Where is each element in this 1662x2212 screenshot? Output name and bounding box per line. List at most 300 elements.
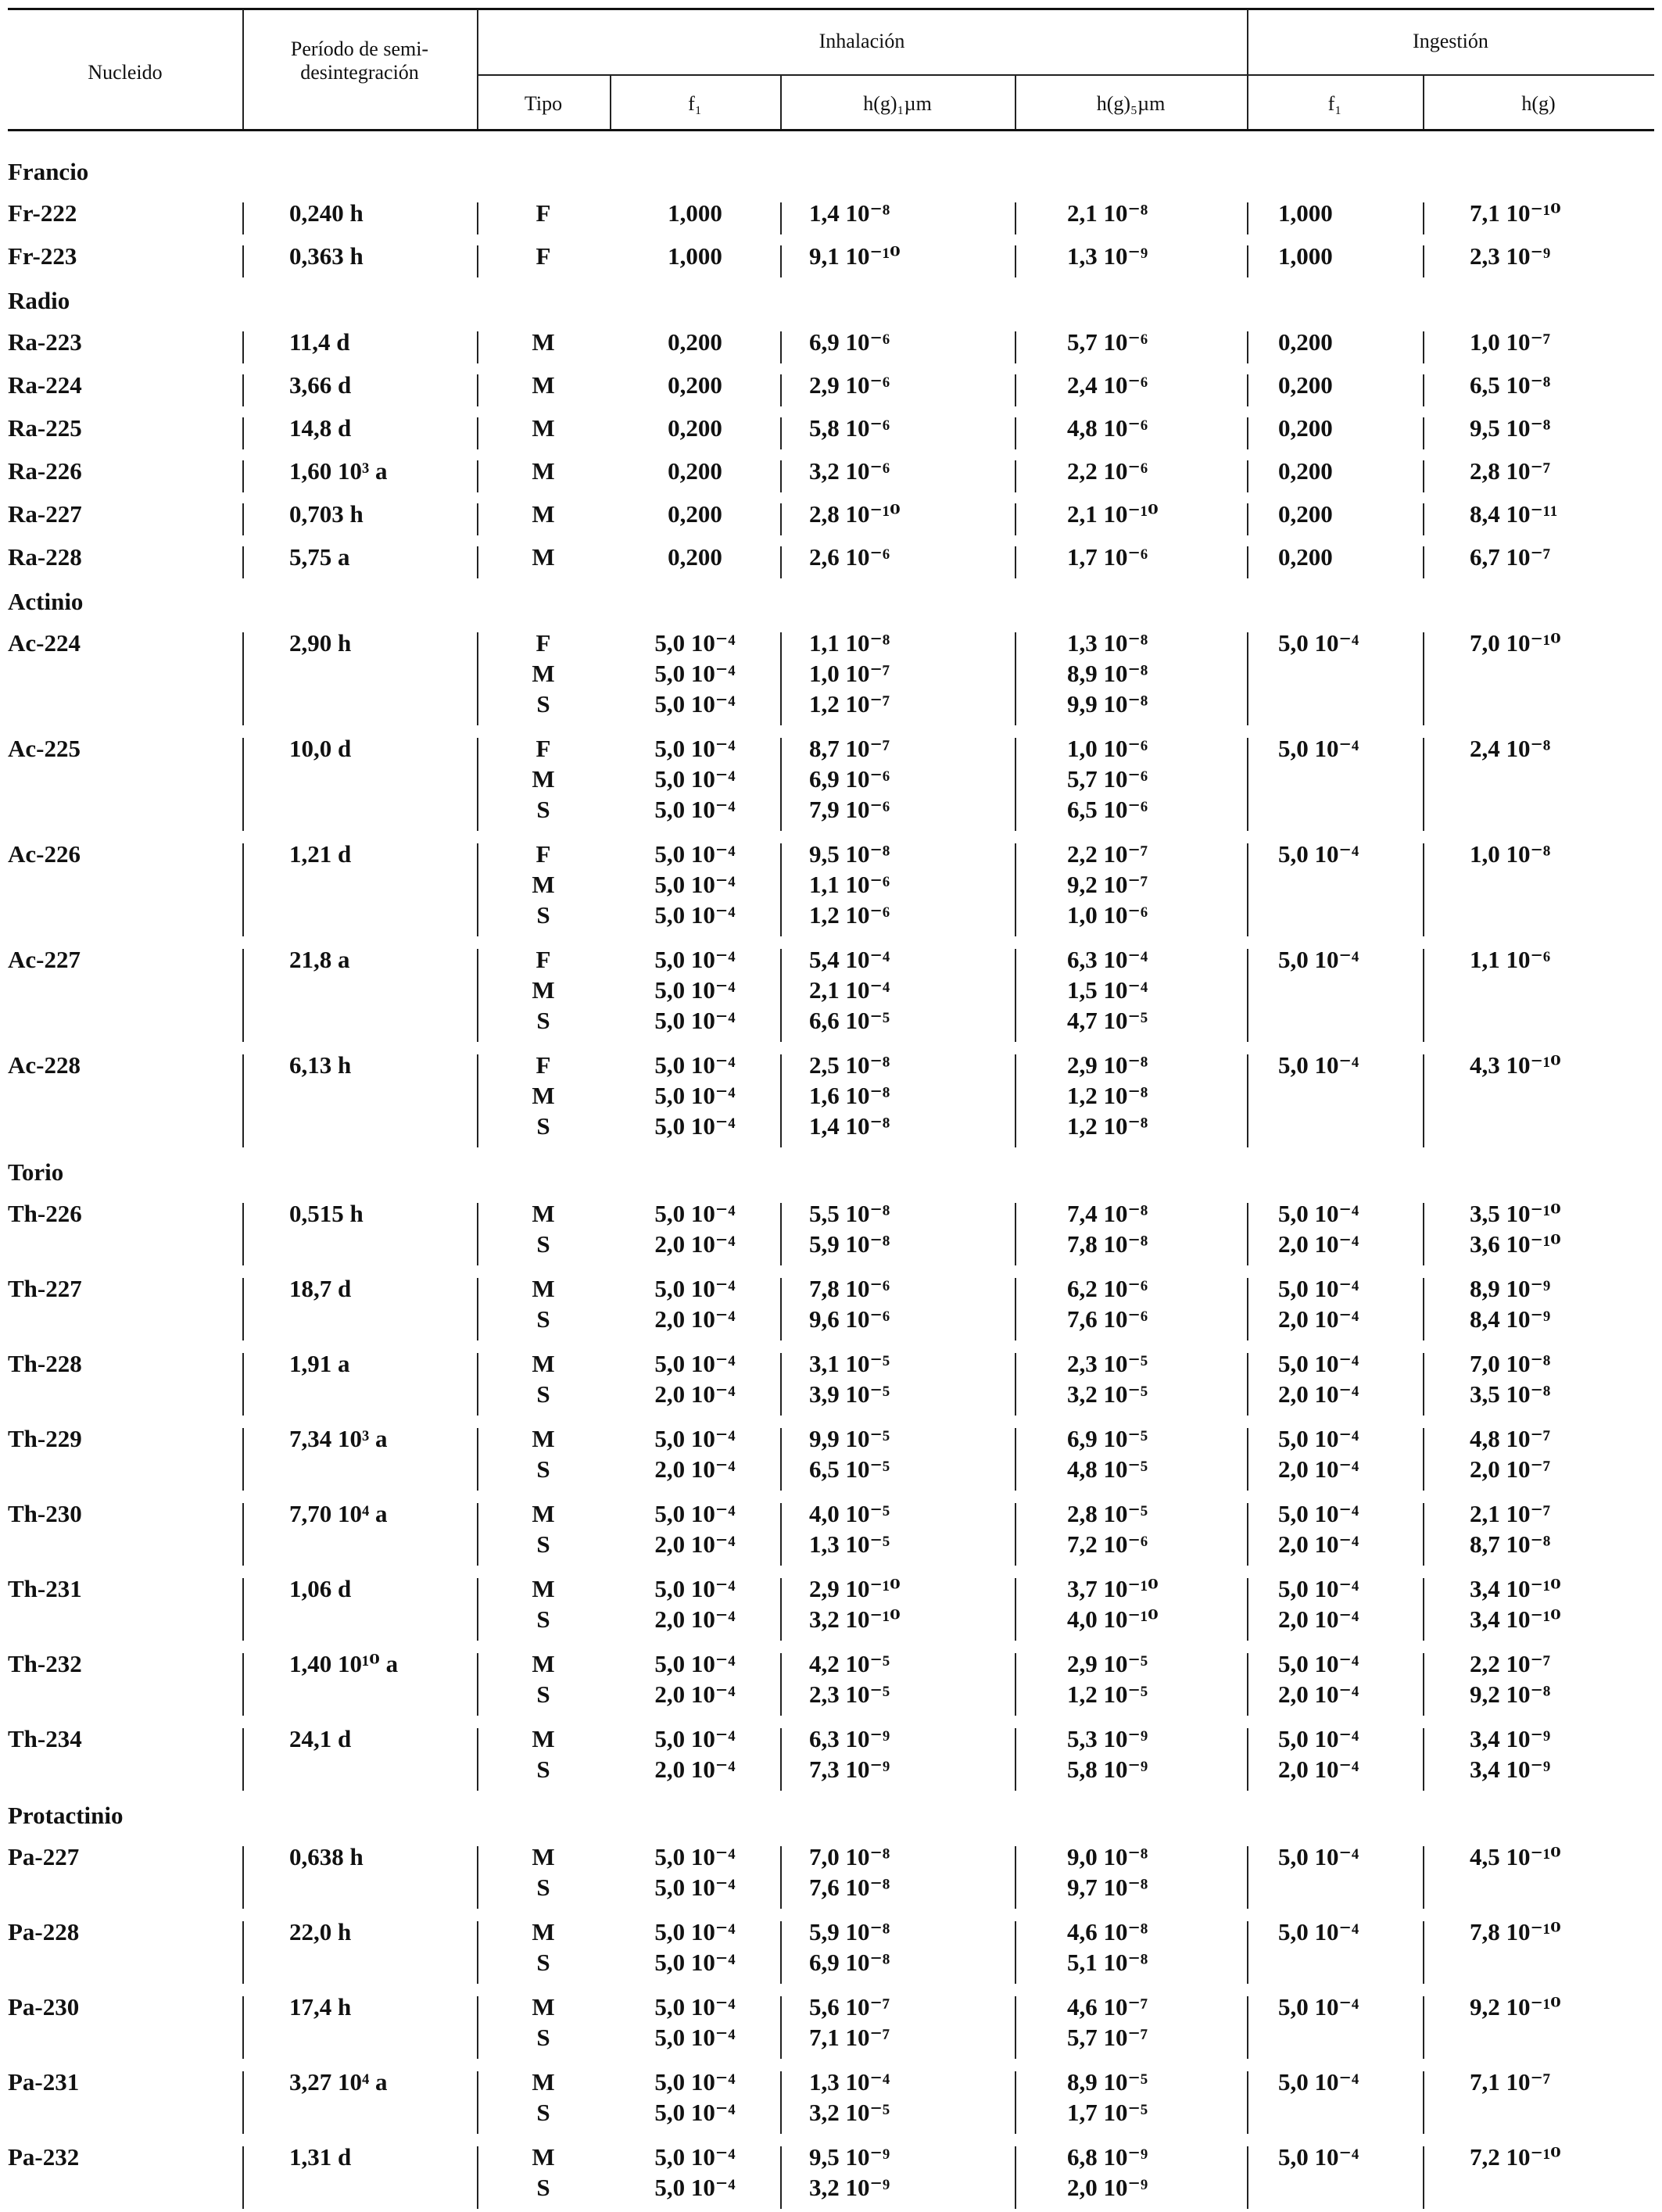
- cell-value: 6,3 10⁻⁹: [809, 1725, 890, 1752]
- column-separator: [1015, 1278, 1016, 1340]
- nuclide-cell: Ac-226: [8, 840, 81, 868]
- cell-value: 2,0 10⁻⁴: [654, 1530, 736, 1558]
- cell-value: 8,4 10⁻¹¹: [1470, 500, 1558, 528]
- table-body: [0, 150, 1662, 2212]
- header-f1-inhalation: f₁: [688, 92, 702, 115]
- dose-1um-cell: [809, 1050, 890, 1141]
- column-separator: [242, 1203, 244, 1265]
- absorption-type-cell: [477, 1842, 610, 1902]
- f1-inhalation-cell: [611, 1842, 779, 1902]
- f1-inhalation-cell: [611, 839, 779, 930]
- column-separator: [780, 843, 782, 936]
- column-separator: [1015, 202, 1016, 234]
- column-separator: [1015, 1503, 1016, 1566]
- dose-5um-cell: [1067, 456, 1148, 486]
- cell-value: 8,7 10⁻⁸: [1470, 1530, 1551, 1558]
- column-separator: [242, 1846, 244, 1909]
- f1-ingestion-cell: [1278, 944, 1359, 975]
- f1-ingestion-cell: [1278, 1917, 1359, 1947]
- cell-value: 5,0 10⁻⁴: [654, 1500, 736, 1527]
- f1-ingestion-cell: [1278, 1992, 1359, 2022]
- half-life-cell: 0,363 h: [289, 242, 364, 270]
- half-life-cell: 0,703 h: [289, 500, 364, 528]
- cell-value: 1,0 10⁻⁷: [1470, 328, 1551, 356]
- table-row: [0, 1987, 1662, 2062]
- table-row: [0, 1344, 1662, 1419]
- dose-5um-cell: [1067, 1648, 1148, 1709]
- f1-ingestion-cell: [1278, 413, 1333, 443]
- column-separator: [242, 374, 244, 406]
- cell-value: M: [532, 1500, 555, 1527]
- cell-value: 5,0 10⁻⁴: [654, 1918, 736, 1945]
- cell-value: 5,0 10⁻⁴: [654, 1425, 736, 1452]
- cell-value: 7,6 10⁻⁶: [1067, 1305, 1148, 1333]
- cell-value: 5,0 10⁻⁴: [1278, 735, 1359, 762]
- column-separator: [242, 949, 244, 1042]
- cell-value: 3,2 10⁻⁹: [809, 2174, 890, 2201]
- cell-value: 5,8 10⁻⁶: [809, 414, 890, 442]
- cell-value: M: [532, 543, 555, 571]
- cell-value: M: [532, 1725, 555, 1752]
- cell-value: 5,0 10⁻⁴: [1278, 2143, 1359, 2171]
- column-separator: [242, 1054, 244, 1147]
- dose-ingestion-cell: [1470, 1498, 1550, 1559]
- dose-ingestion-cell: [1470, 241, 1550, 271]
- cell-value: 1,1 10⁻⁸: [809, 629, 890, 657]
- cell-value: 2,8 10⁻¹⁰: [809, 500, 901, 528]
- f1-ingestion-cell: [1278, 1348, 1359, 1409]
- cell-value: 4,0 10⁻¹⁰: [1067, 1605, 1159, 1633]
- dose-ingestion-cell: [1470, 1648, 1550, 1709]
- column-separator: [1423, 1203, 1424, 1265]
- dose-5um-cell: [1067, 1348, 1148, 1409]
- cell-value: 0,200: [668, 457, 722, 485]
- cell-value: 5,0 10⁻⁴: [1278, 1350, 1359, 1377]
- header-tipo: Tipo: [524, 92, 563, 115]
- cell-value: 4,2 10⁻⁵: [809, 1650, 890, 1677]
- column-separator: [242, 1278, 244, 1340]
- half-life-cell: 11,4 d: [289, 328, 350, 356]
- absorption-type-cell: [477, 1498, 610, 1559]
- cell-value: 0,200: [668, 543, 722, 571]
- column-separator: [242, 546, 244, 578]
- cell-value: 6,7 10⁻⁷: [1470, 543, 1551, 571]
- f1-ingestion-cell: [1278, 241, 1333, 271]
- column-separator: [780, 1054, 782, 1147]
- cell-value: 9,7 10⁻⁸: [1067, 1874, 1148, 1901]
- cell-value: 3,5 10⁻⁸: [1470, 1380, 1551, 1408]
- cell-value: 1,000: [1278, 242, 1333, 270]
- cell-value: M: [532, 414, 555, 442]
- header-periodo: Período de semi-desintegración: [290, 38, 429, 84]
- dose-ingestion-cell: [1470, 2067, 1550, 2097]
- cell-value: S: [536, 1380, 550, 1408]
- cell-value: 1,2 10⁻⁶: [809, 901, 890, 929]
- cell-value: 2,2 10⁻⁷: [1067, 840, 1148, 868]
- cell-value: 5,0 10⁻⁴: [1278, 1918, 1359, 1945]
- header-nucleido: Nucleido: [88, 61, 163, 84]
- cell-value: 9,2 10⁻⁷: [1067, 871, 1148, 898]
- column-separator: [1247, 2071, 1248, 2134]
- cell-value: 1,2 10⁻⁷: [809, 690, 890, 718]
- nuclide-cell: Ra-225: [8, 414, 82, 442]
- dose-5um-cell: [1067, 1917, 1148, 1978]
- cell-value: M: [532, 2068, 555, 2096]
- f1-ingestion-cell: [1278, 1198, 1359, 1259]
- cell-value: 2,3 10⁻⁵: [809, 1680, 890, 1708]
- column-separator: [1015, 503, 1016, 535]
- f1-inhalation-cell: [611, 241, 779, 271]
- column-separator: [780, 632, 782, 725]
- cell-value: 2,0 10⁻⁹: [1067, 2174, 1148, 2201]
- cell-value: 1,0 10⁻⁶: [1067, 735, 1148, 762]
- cell-value: 1,7 10⁻⁶: [1067, 543, 1148, 571]
- cell-value: 5,0 10⁻⁴: [1278, 1200, 1359, 1227]
- cell-value: 2,2 10⁻⁷: [1470, 1650, 1551, 1677]
- column-separator: [780, 1846, 782, 1909]
- cell-value: 8,7 10⁻⁷: [809, 735, 890, 762]
- dose-1um-cell: [809, 327, 890, 357]
- half-life-cell: 0,240 h: [289, 199, 364, 227]
- cell-value: 5,0 10⁻⁴: [654, 946, 736, 973]
- cell-value: M: [532, 1650, 555, 1677]
- cell-value: 1,1 10⁻⁶: [1470, 946, 1551, 973]
- dose-5um-cell: [1067, 1198, 1148, 1259]
- cell-value: 2,0 10⁻⁴: [1278, 1605, 1359, 1633]
- cell-value: 2,3 10⁻⁹: [1470, 242, 1551, 270]
- column-separator: [1015, 1728, 1016, 1791]
- cell-value: 7,0 10⁻⁸: [809, 1843, 890, 1870]
- cell-value: F: [535, 199, 551, 227]
- dose-5um-cell: [1067, 1273, 1148, 1334]
- f1-ingestion-cell: [1278, 198, 1333, 228]
- cell-value: 2,0 10⁻⁴: [654, 1230, 736, 1258]
- column-separator: [1423, 1728, 1424, 1791]
- cell-value: 9,5 10⁻⁹: [809, 2143, 890, 2171]
- cell-value: 3,2 10⁻⁵: [809, 2099, 890, 2126]
- nuclide-cell: Pa-232: [8, 2143, 80, 2171]
- cell-value: 2,0 10⁻⁴: [1278, 1305, 1359, 1333]
- table-row: [0, 365, 1662, 408]
- absorption-type-cell: [477, 944, 610, 1036]
- dose-5um-cell: [1067, 1723, 1148, 1784]
- table-row: [0, 1837, 1662, 1912]
- cell-value: 4,8 10⁻⁵: [1067, 1455, 1148, 1483]
- f1-inhalation-cell: [611, 1273, 779, 1334]
- cell-value: F: [535, 840, 551, 868]
- cell-value: 2,5 10⁻⁸: [809, 1051, 890, 1079]
- cell-value: 6,5 10⁻⁶: [1067, 796, 1148, 823]
- absorption-type-cell: [477, 499, 610, 529]
- cell-value: 0,200: [1278, 414, 1333, 442]
- half-life-cell: 3,66 d: [289, 371, 352, 399]
- f1-ingestion-cell: [1278, 1423, 1359, 1484]
- cell-value: 5,0 10⁻⁴: [1278, 1425, 1359, 1452]
- header-hg-5um: h(g)₅µm: [1096, 92, 1166, 115]
- cell-value: 3,2 10⁻¹⁰: [809, 1605, 901, 1633]
- cell-value: 2,1 10⁻⁸: [1067, 199, 1148, 227]
- cell-value: 7,1 10⁻⁷: [1470, 2068, 1551, 2096]
- cell-value: 4,6 10⁻⁸: [1067, 1918, 1148, 1945]
- cell-value: 0,200: [1278, 328, 1333, 356]
- table-row: [0, 940, 1662, 1045]
- cell-value: S: [536, 901, 550, 929]
- half-life-cell: 1,31 d: [289, 2143, 352, 2171]
- half-life-cell: 1,06 d: [289, 1575, 352, 1602]
- f1-ingestion-cell: [1278, 542, 1333, 572]
- f1-ingestion-cell: [1278, 1723, 1359, 1784]
- column-separator: [1247, 949, 1248, 1042]
- half-life-cell: 0,638 h: [289, 1843, 364, 1870]
- cell-value: 6,9 10⁻⁶: [809, 765, 890, 793]
- cell-value: 5,0 10⁻⁴: [654, 1725, 736, 1752]
- dose-1um-cell: [809, 1348, 890, 1409]
- column-separator: [1423, 374, 1424, 406]
- nuclide-cell: Pa-227: [8, 1843, 80, 1870]
- cell-value: 2,0 10⁻⁴: [1278, 1530, 1359, 1558]
- column-separator: [1015, 1996, 1016, 2059]
- f1-inhalation-cell: [611, 1573, 779, 1634]
- f1-ingestion-cell: [1278, 456, 1333, 486]
- column-separator: [1423, 1054, 1424, 1147]
- f1-ingestion-cell: [1278, 1050, 1359, 1080]
- table-row: [0, 408, 1662, 451]
- table-row: [0, 322, 1662, 365]
- half-life-cell: 1,60 10³ a: [289, 457, 388, 485]
- cell-value: 6,3 10⁻⁴: [1067, 946, 1148, 973]
- cell-value: 7,8 10⁻⁸: [1067, 1230, 1148, 1258]
- f1-inhalation-cell: [611, 2142, 779, 2203]
- column-separator: [242, 417, 244, 449]
- column-separator: [1423, 1503, 1424, 1566]
- f1-inhalation-cell: [611, 733, 779, 825]
- column-separator: [780, 503, 782, 535]
- absorption-type-cell: [477, 542, 610, 572]
- cell-value: S: [536, 1949, 550, 1976]
- cell-value: 5,0 10⁻⁴: [1278, 1725, 1359, 1752]
- cell-value: M: [532, 1993, 555, 2021]
- cell-value: 5,0 10⁻⁴: [654, 629, 736, 657]
- dose-ingestion-cell: [1470, 327, 1550, 357]
- cell-value: S: [536, 1112, 550, 1140]
- cell-value: 2,1 10⁻⁴: [809, 976, 890, 1004]
- column-separator: [1247, 1728, 1248, 1791]
- cell-value: M: [532, 1843, 555, 1870]
- table-row: [0, 2137, 1662, 2212]
- cell-value: M: [532, 1918, 555, 1945]
- dose-ingestion-cell: [1470, 1992, 1561, 2022]
- cell-value: 5,7 10⁻⁷: [1067, 2024, 1148, 2051]
- cell-value: 2,4 10⁻⁶: [1067, 371, 1148, 399]
- column-separator: [780, 1728, 782, 1791]
- f1-ingestion-cell: [1278, 2142, 1359, 2172]
- absorption-type-cell: [477, 2067, 610, 2128]
- cell-value: S: [536, 690, 550, 718]
- cell-value: 2,9 10⁻⁵: [1067, 1650, 1148, 1677]
- dose-ingestion-cell: [1470, 499, 1557, 529]
- cell-value: 4,6 10⁻⁷: [1067, 1993, 1148, 2021]
- column-separator: [1015, 1846, 1016, 1909]
- cell-value: 5,0 10⁻⁴: [654, 1874, 736, 1901]
- cell-value: 5,4 10⁻⁴: [809, 946, 890, 973]
- dose-5um-cell: [1067, 2142, 1148, 2203]
- column-separator: [1247, 1578, 1248, 1641]
- nuclide-cell: Th-228: [8, 1350, 82, 1377]
- column-separator: [1247, 546, 1248, 578]
- header-bottom-rule: [8, 129, 1654, 131]
- half-life-cell: 17,4 h: [289, 1993, 352, 2021]
- nuclide-cell: Ra-228: [8, 543, 82, 571]
- dose-1um-cell: [809, 370, 890, 400]
- top-rule: [8, 8, 1654, 10]
- dose-ingestion-cell: [1470, 198, 1561, 228]
- cell-value: 6,5 10⁻⁵: [809, 1455, 890, 1483]
- cell-value: S: [536, 1530, 550, 1558]
- cell-value: 3,5 10⁻¹⁰: [1470, 1200, 1561, 1227]
- cell-value: 2,0 10⁻⁷: [1470, 1455, 1551, 1483]
- dose-1um-cell: [809, 198, 890, 228]
- nuclide-cell: Th-230: [8, 1500, 82, 1527]
- cell-value: 6,5 10⁻⁸: [1470, 371, 1551, 399]
- cell-value: 9,5 10⁻⁸: [809, 840, 890, 868]
- element-group-header: [0, 150, 1662, 193]
- nuclide-cell: Ra-223: [8, 328, 82, 356]
- column-separator: [242, 331, 244, 363]
- f1-inhalation-cell: [611, 944, 779, 1036]
- column-separator: [780, 374, 782, 406]
- dose-ingestion-cell: [1470, 733, 1550, 764]
- cell-value: 3,1 10⁻⁵: [809, 1350, 890, 1377]
- cell-value: S: [536, 1007, 550, 1034]
- dose-ingestion-cell: [1470, 542, 1550, 572]
- half-life-cell: 10,0 d: [289, 735, 352, 762]
- f1-inhalation-cell: [611, 327, 779, 357]
- absorption-type-cell: [477, 1423, 610, 1484]
- column-separator: [1247, 1921, 1248, 1984]
- cell-value: 6,9 10⁻⁵: [1067, 1425, 1148, 1452]
- nuclide-cell: Th-229: [8, 1425, 82, 1452]
- table-row: [0, 1644, 1662, 1719]
- cell-value: M: [532, 328, 555, 356]
- f1-inhalation-cell: [611, 198, 779, 228]
- cell-value: S: [536, 1230, 550, 1258]
- cell-value: 5,0 10⁻⁴: [654, 765, 736, 793]
- cell-value: 3,7 10⁻¹⁰: [1067, 1575, 1159, 1602]
- f1-inhalation-cell: [611, 1917, 779, 1978]
- cell-value: 8,9 10⁻⁸: [1067, 660, 1148, 687]
- half-life-cell: 14,8 d: [289, 414, 352, 442]
- column-separator: [1247, 202, 1248, 234]
- dose-1um-cell: [809, 944, 890, 1036]
- absorption-type-cell: [477, 1992, 610, 2053]
- cell-value: 4,5 10⁻¹⁰: [1470, 1843, 1561, 1870]
- column-separator: [1423, 202, 1424, 234]
- f1-ingestion-cell: [1278, 1273, 1359, 1334]
- cell-value: 6,9 10⁻⁶: [809, 328, 890, 356]
- dose-ingestion-cell: [1470, 1423, 1550, 1484]
- cell-value: 9,2 10⁻⁸: [1470, 1680, 1551, 1708]
- cell-value: 5,0 10⁻⁴: [1278, 629, 1359, 657]
- dose-ingestion-cell: [1470, 413, 1550, 443]
- cell-value: 5,0 10⁻⁴: [1278, 2068, 1359, 2096]
- cell-value: 5,0 10⁻⁴: [1278, 1843, 1359, 1870]
- dose-5um-cell: [1067, 241, 1148, 271]
- cell-value: 9,9 10⁻⁸: [1067, 690, 1148, 718]
- cell-value: 0,200: [668, 500, 722, 528]
- cell-value: 6,8 10⁻⁹: [1067, 2143, 1148, 2171]
- dose-ingestion-cell: [1470, 1917, 1561, 1947]
- column-separator: [780, 949, 782, 1042]
- f1-ingestion-cell: [1278, 839, 1359, 869]
- column-separator: [1015, 632, 1016, 725]
- column-separator: [1015, 1054, 1016, 1147]
- f1-inhalation-cell: [611, 413, 779, 443]
- column-separator: [242, 503, 244, 535]
- dose-ingestion-cell: [1470, 1842, 1561, 1872]
- nuclide-cell: Ac-228: [8, 1051, 81, 1079]
- column-separator: [780, 1503, 782, 1566]
- column-separator: [1015, 1653, 1016, 1716]
- element-group-header: [0, 1151, 1662, 1194]
- cell-value: M: [532, 371, 555, 399]
- nuclide-cell: Th-231: [8, 1575, 82, 1602]
- cell-value: F: [535, 1051, 551, 1079]
- column-separator: [780, 460, 782, 492]
- table-row: [0, 1419, 1662, 1494]
- cell-value: 2,0 10⁻⁴: [654, 1380, 736, 1408]
- column-separator: [780, 1203, 782, 1265]
- cell-value: 7,1 10⁻⁷: [809, 2024, 890, 2051]
- cell-value: 0,200: [1278, 371, 1333, 399]
- dose-5um-cell: [1067, 413, 1148, 443]
- table-row: [0, 1194, 1662, 1269]
- column-separator: [1247, 738, 1248, 831]
- cell-value: 3,4 10⁻¹⁰: [1470, 1605, 1561, 1633]
- cell-value: 5,9 10⁻⁸: [809, 1230, 890, 1258]
- cell-value: 7,4 10⁻⁸: [1067, 1200, 1148, 1227]
- cell-value: F: [535, 735, 551, 762]
- cell-value: 5,0 10⁻⁴: [654, 1112, 736, 1140]
- cell-value: 5,0 10⁻⁴: [654, 1082, 736, 1109]
- table-row: [0, 1269, 1662, 1344]
- cell-value: 0,200: [668, 414, 722, 442]
- cell-value: 5,0 10⁻⁴: [654, 1350, 736, 1377]
- column-separator: [1247, 1203, 1248, 1265]
- dose-5um-cell: [1067, 628, 1148, 719]
- cell-value: 4,0 10⁻⁵: [809, 1500, 890, 1527]
- dose-ingestion-cell: [1470, 1198, 1561, 1259]
- cell-value: 5,0 10⁻⁴: [654, 2143, 736, 2171]
- element-group-name: Radio: [8, 287, 70, 314]
- cell-value: 5,9 10⁻⁸: [809, 1918, 890, 1945]
- absorption-type-cell: [477, 1348, 610, 1409]
- cell-value: 5,0 10⁻⁴: [1278, 1575, 1359, 1602]
- column-separator: [1015, 2071, 1016, 2134]
- element-group-header: [0, 580, 1662, 623]
- cell-value: 1,0 10⁻⁸: [1470, 840, 1551, 868]
- f1-inhalation-cell: [611, 1348, 779, 1409]
- cell-value: 5,3 10⁻⁹: [1067, 1725, 1148, 1752]
- column-separator: [1423, 1353, 1424, 1416]
- f1-inhalation-cell: [611, 370, 779, 400]
- element-group-header: [0, 1794, 1662, 1837]
- column-separator: [1247, 460, 1248, 492]
- column-separator: [780, 546, 782, 578]
- cell-value: 5,0 10⁻⁴: [1278, 946, 1359, 973]
- dose-1um-cell: [809, 2067, 890, 2128]
- cell-value: 7,2 10⁻¹⁰: [1470, 2143, 1561, 2171]
- column-separator: [1247, 1846, 1248, 1909]
